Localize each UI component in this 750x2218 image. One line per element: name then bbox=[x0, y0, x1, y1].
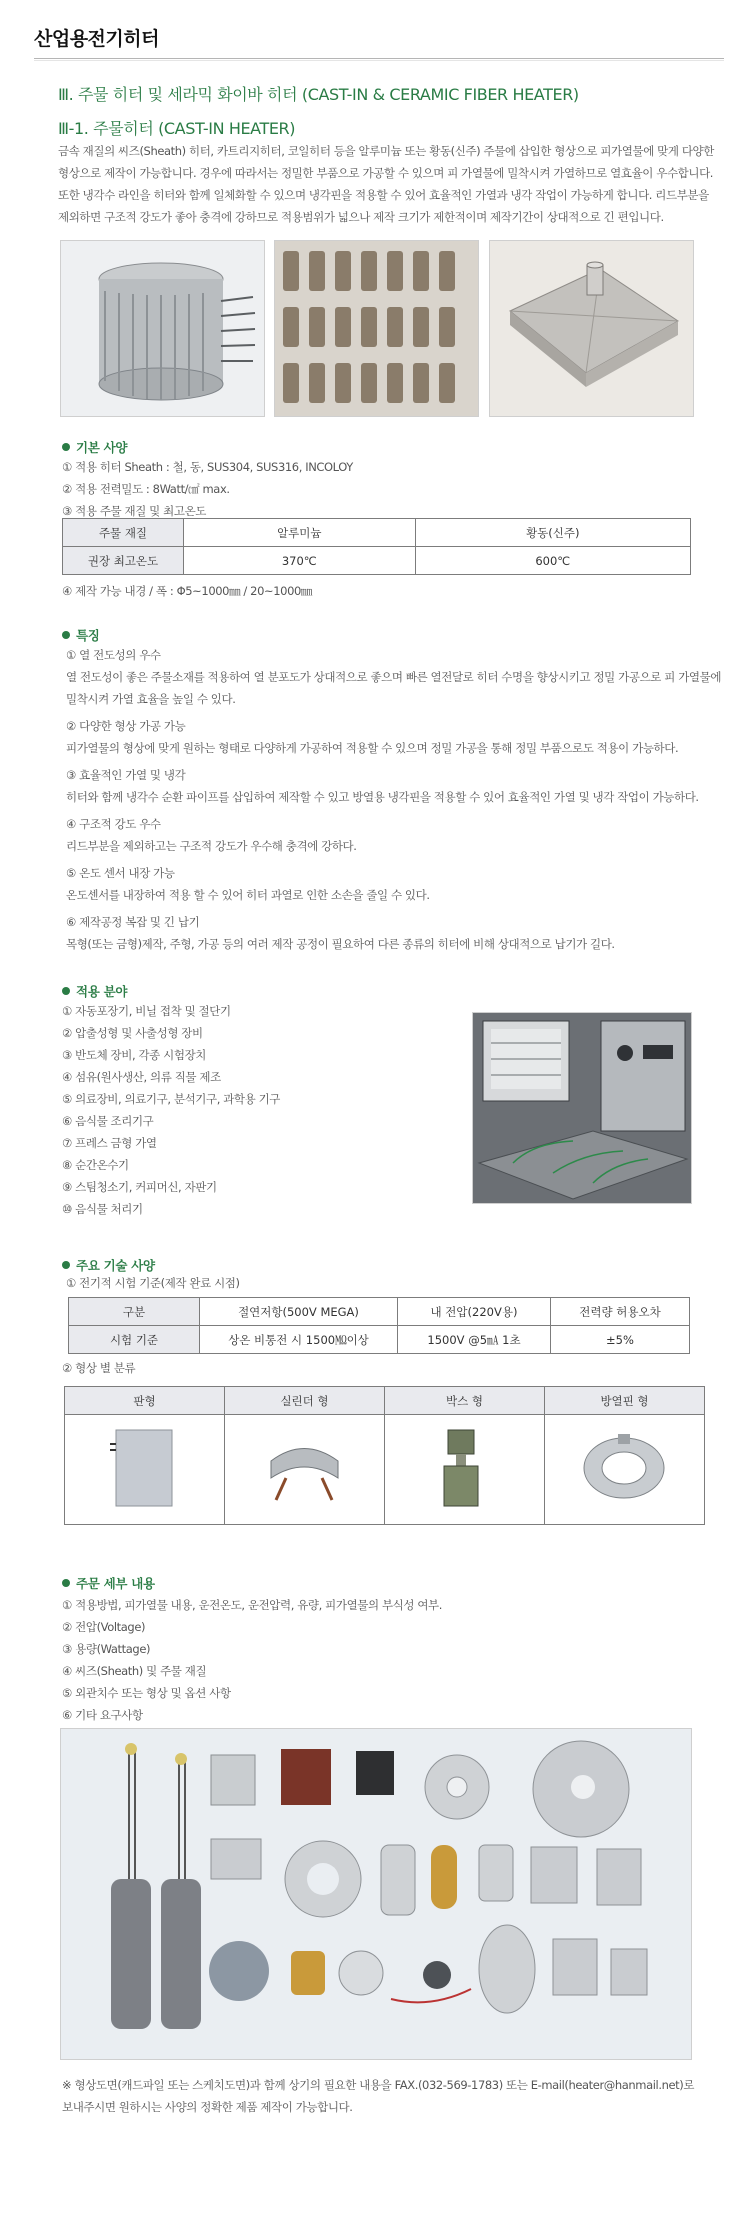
note-line: 보내주시면 원하시는 사양의 정확한 제품 제작이 가능합니다. bbox=[62, 2100, 353, 2114]
applications-list bbox=[62, 1000, 280, 1220]
table-row-label: 권장 최고온도 bbox=[63, 547, 184, 575]
table-header-cell: 주물 재질 bbox=[63, 519, 184, 547]
table-cell: 1500V @5㎃ 1초 bbox=[398, 1326, 551, 1354]
tech-line-2: ② 형상 별 분류 bbox=[62, 1361, 136, 1375]
box-heater-image bbox=[386, 1416, 543, 1519]
order-heading bbox=[62, 1574, 155, 1592]
tech-line-1: ① 전기적 시험 기준(제작 완료 시점) bbox=[66, 1276, 240, 1290]
application-item: ③ 반도체 장비, 각종 시험장치 bbox=[62, 1048, 206, 1062]
application-item: ② 압출성형 및 사출성형 장비 bbox=[62, 1026, 203, 1040]
spec-heading bbox=[62, 438, 127, 456]
shape-header: 판형 bbox=[65, 1387, 225, 1415]
electrical-test-table bbox=[68, 1297, 690, 1354]
title-divider bbox=[34, 58, 724, 59]
plate-heater-image bbox=[66, 1416, 223, 1519]
photo-cast-plate bbox=[489, 240, 694, 417]
order-heading-text: 주문 세부 내용 bbox=[76, 1576, 155, 1591]
table-header-cell: 내 전압(220V용) bbox=[398, 1298, 551, 1326]
intro-paragraph bbox=[58, 140, 728, 228]
tech-heading-text: 주요 기술 사양 bbox=[76, 1258, 155, 1273]
feature-desc: 히터와 함께 냉각수 순환 파이프를 삽입하여 제작할 수 있고 방열용 냉각핀을 적용할 수 있어 효율적인 가열 및 냉각 작업이 가능하다. bbox=[66, 790, 699, 804]
applications-heading bbox=[62, 982, 127, 1000]
application-item: ⑧ 순간온수기 bbox=[62, 1158, 129, 1172]
order-item: ③ 용량(Wattage) bbox=[62, 1642, 151, 1656]
fin-heater-image bbox=[546, 1416, 703, 1519]
application-item: ④ 섬유(원사생산, 의류 직물 제조 bbox=[62, 1070, 221, 1084]
table-cell: 상온 비통전 시 1500㏁이상 bbox=[200, 1326, 398, 1354]
table-header-cell: 절연저항(500V MEGA) bbox=[200, 1298, 398, 1326]
feature-desc: 목형(또는 금형)제작, 주형, 가공 등의 여러 제작 공정이 필요하여 다른 종류의 히터에 비해 상대적으로 납기가 길다. bbox=[66, 937, 615, 951]
photo-application-setup bbox=[472, 1012, 692, 1204]
feature-desc: 리드부분을 제외하고는 구조적 강도가 우수해 충격에 강하다. bbox=[66, 839, 357, 853]
photo-product-collage bbox=[60, 1728, 692, 2060]
feature-title: ⑤ 온도 센서 내장 가능 bbox=[66, 866, 175, 880]
shape-header: 박스 형 bbox=[385, 1387, 545, 1415]
feature-title: ① 열 전도성의 우수 bbox=[66, 648, 161, 662]
table-cell: ±5% bbox=[551, 1326, 690, 1354]
features-heading-text: 특징 bbox=[76, 628, 100, 643]
bullet-dot-icon bbox=[62, 631, 70, 639]
feature-desc: 밀착시켜 가열 효율을 높일 수 있다. bbox=[66, 692, 236, 706]
shape-classification-table bbox=[64, 1386, 705, 1525]
feature-desc: 온도센서를 내장하여 적용 할 수 있어 히터 과열로 인한 소손을 줄일 수 있다. bbox=[66, 888, 430, 902]
shape-box-cell bbox=[385, 1415, 545, 1525]
application-item: ⑨ 스팀청소기, 커피머신, 자판기 bbox=[62, 1180, 217, 1194]
spec-heading-text: 기본 사양 bbox=[76, 440, 128, 455]
table-header-cell: 알루미늄 bbox=[184, 519, 416, 547]
order-item: ④ 씨즈(Sheath) 및 주물 재질 bbox=[62, 1664, 207, 1678]
section-title: Ⅲ. 주물 히터 및 세라믹 화이바 히터 (CAST-IN & CERAMIC FIBER HEATER) bbox=[58, 85, 579, 104]
page-title: 산업용전기히터 bbox=[34, 28, 159, 50]
feature-title: ④ 구조적 강도 우수 bbox=[66, 817, 161, 831]
table-header-cell: 전력량 허용오차 bbox=[551, 1298, 690, 1326]
application-item: ⑩ 음식물 처리기 bbox=[62, 1202, 143, 1216]
intro-line: 제외하면 구조적 강도가 좋아 충격에 강하므로 적용범위가 넓으나 제작 크기가 제한적이며 제작기간이 상대적으로 긴 편입니다. bbox=[58, 210, 664, 224]
spec-list bbox=[62, 456, 353, 522]
bullet-dot-icon bbox=[62, 1579, 70, 1587]
bullet-dot-icon bbox=[62, 443, 70, 451]
table-header-cell: 구분 bbox=[69, 1298, 200, 1326]
shape-header: 실린더 형 bbox=[225, 1387, 385, 1415]
feature-desc: 열 전도성이 좋은 주물소재를 적용하여 열 분포도가 상대적으로 좋으며 빠른 열전달로 히터 수명을 향상시키고 정밀 가공으로 피 가열물에 bbox=[66, 670, 722, 684]
intro-line: 형상으로 제작이 가능합니다. 경우에 따라서는 정밀한 부품으로 가공할 수 있으며 피 가열물에 밀착시켜 가열하므로 열효율이 우수합니다. bbox=[58, 166, 714, 180]
shape-plate-cell bbox=[65, 1415, 225, 1525]
table-row-label: 시험 기준 bbox=[69, 1326, 200, 1354]
spec-line-4: ④ 제작 가능 내경 / 폭 : Φ5~1000㎜ / 20~1000㎜ bbox=[62, 584, 313, 598]
intro-line: 또한 냉각수 라인을 히터와 함께 일체화할 수 있으며 냉각핀을 적용할 수 있어 효율적인 가열과 냉각 작업이 가능하게 합니다. 리드부분을 bbox=[58, 188, 709, 202]
table-cell: 370℃ bbox=[184, 547, 416, 575]
application-item: ⑤ 의료장비, 의료기구, 분석기구, 과학용 기구 bbox=[62, 1092, 281, 1106]
spec-line: ② 적용 전력밀도 : 8Watt/㎠ max. bbox=[62, 482, 230, 496]
shape-cylinder-cell bbox=[225, 1415, 385, 1525]
spec-line: ① 적용 히터 Sheath : 철, 동, SUS304, SUS316, INCOLOY bbox=[62, 460, 353, 474]
cylinder-heater-image bbox=[226, 1416, 383, 1519]
shape-header: 방열핀 형 bbox=[545, 1387, 705, 1415]
order-item: ⑤ 외관치수 또는 형상 및 옵션 사항 bbox=[62, 1686, 231, 1700]
application-item: ⑦ 프레스 금형 가열 bbox=[62, 1136, 157, 1150]
order-item: ⑥ 기타 요구사항 bbox=[62, 1708, 143, 1722]
order-list bbox=[62, 1594, 442, 1726]
feature-title: ② 다양한 형상 가공 가능 bbox=[66, 719, 186, 733]
cast-material-table bbox=[62, 518, 691, 575]
photo-finned-heaters bbox=[274, 240, 479, 417]
photo-cylinder-heater bbox=[60, 240, 265, 417]
feature-desc: 피가열물의 형상에 맞게 원하는 형태로 다양하게 가공하여 적용할 수 있으며 정밀 가공을 통해 정밀 부품으로도 적용이 가능하다. bbox=[66, 741, 679, 755]
table-header-cell: 황동(신주) bbox=[415, 519, 690, 547]
features-list bbox=[66, 644, 726, 955]
note-line: ※ 형상도면(캐드파일 또는 스케치도면)과 함께 상기의 필요한 내용을 FAX.(032-569-1783) 또는 E-mail(heater@hanmail.net)로 bbox=[62, 2078, 695, 2092]
intro-line: 금속 재질의 씨즈(Sheath) 히터, 카트리지히터, 코일히터 등을 알루미늄 또는 황동(신주) 주물에 삽입한 형상으로 피가열물에 맞게 다양한 bbox=[58, 144, 714, 158]
title-divider-shadow bbox=[34, 60, 724, 61]
feature-title: ⑥ 제작공정 복잡 및 긴 납기 bbox=[66, 915, 200, 929]
shape-fin-cell bbox=[545, 1415, 705, 1525]
order-item: ② 전압(Voltage) bbox=[62, 1620, 146, 1634]
bullet-dot-icon bbox=[62, 987, 70, 995]
spec-line: ③ 적용 주물 재질 및 최고온도 bbox=[62, 504, 206, 518]
bullet-dot-icon bbox=[62, 1261, 70, 1269]
table-cell: 600℃ bbox=[415, 547, 690, 575]
application-item: ⑥ 음식물 조리기구 bbox=[62, 1114, 154, 1128]
application-item: ① 자동포장기, 비닐 접착 및 절단기 bbox=[62, 1004, 231, 1018]
contact-note bbox=[62, 2074, 694, 2118]
applications-heading-text: 적용 분야 bbox=[76, 984, 128, 999]
order-item: ① 적용방법, 피가열물 내용, 운전온도, 운전압력, 유량, 피가열물의 부식성 여부. bbox=[62, 1598, 443, 1612]
subsection-title: Ⅲ-1. 주물히터 (CAST-IN HEATER) bbox=[58, 119, 296, 138]
features-heading bbox=[62, 626, 100, 644]
feature-title: ③ 효율적인 가열 및 냉각 bbox=[66, 768, 186, 782]
